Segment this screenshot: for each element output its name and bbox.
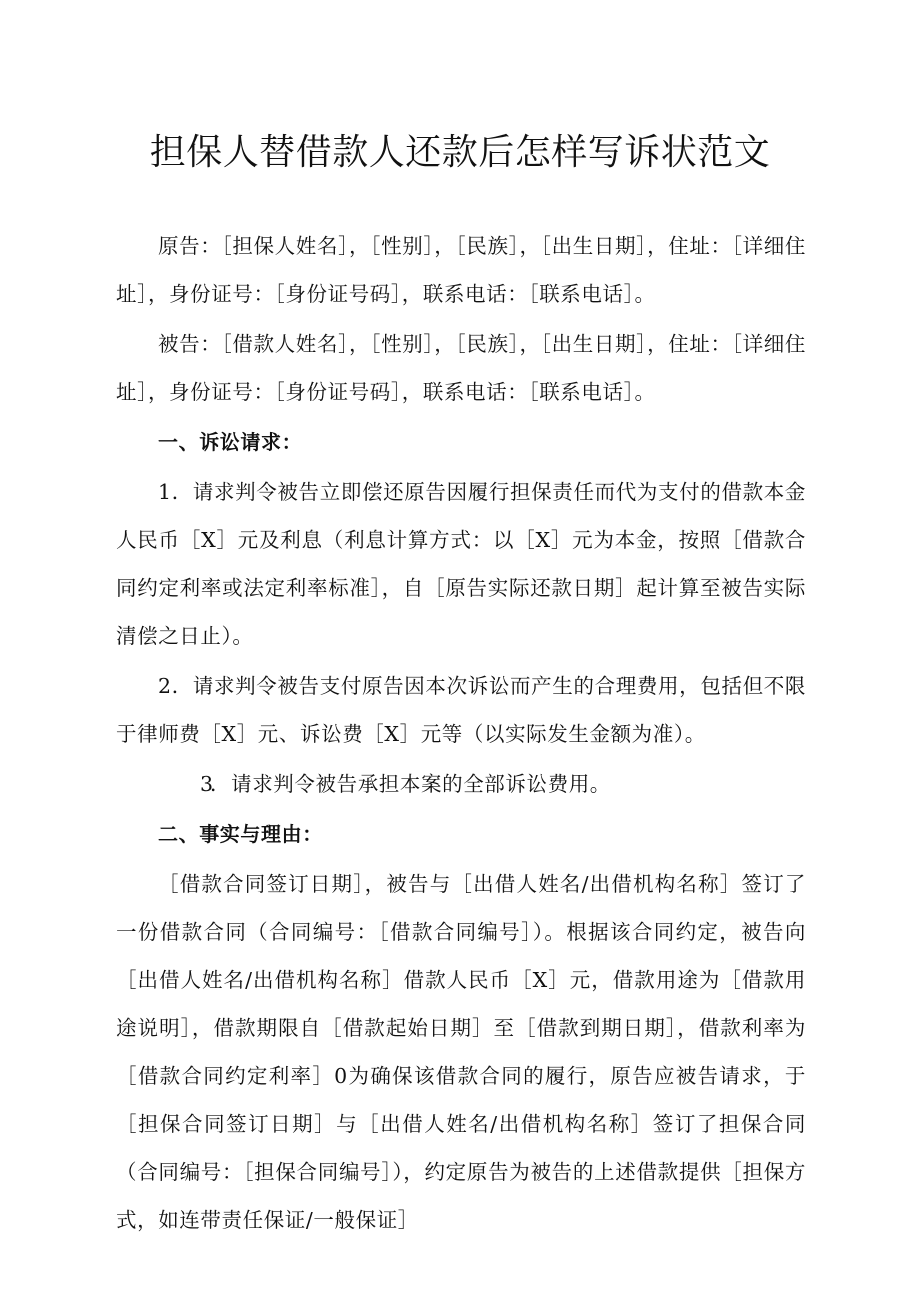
facts-paragraph: ［借款合同签订日期］，被告与［出借人姓名/出借机构名称］签订了一份借款合同（合同编号：［借款合同编号］）。根据该合同约定，被告向［出借人姓名/出借机构名称］借款人民币［X］元，借款用途为［借款用途说明］，借款期限自［借款起始日期］至［借款到期日期］，借款利率为［借款合同约定利率］0为确保该借款合同的履行，原告应被告请求，于［担保合同签订日期］与［出借人姓名/出借机构名称］签订了担保合同（合同编号：［担保合同编号］），约定原告为被告的上述借款提供［担保方式，如连带责任保证/一般保证］ [116, 872, 806, 1232]
claim-item-1: 1．请求判令被告立即偿还原告因履行担保责任而代为支付的借款本金人民币［X］元及利息（利息计算方式：以［X］元为本金，按照［借款合同约定利率或法定利率标准］，自［原告实际还款日期］起计算至被告实际清偿之日止）。 [116, 480, 806, 648]
defendant-paragraph: 被告：［借款人姓名］，［性别］，［民族］，［出生日期］，住址：［详细住址］，身份证号：［身份证号码］，联系电话：［联系电话］。 [116, 332, 806, 404]
document-title: 担保人替借款人还款后怎样写诉状范文 [149, 132, 771, 173]
claim-item-3-number: 3 [200, 772, 214, 796]
claim-item-2: 2．请求判令被告支付原告因本次诉讼而产生的合理费用，包括但不限于律师费［X］元、诉讼费［X］元等（以实际发生金额为准）。 [116, 674, 806, 746]
section-heading-facts: 二、事实与理由： [158, 822, 323, 846]
document-body [116, 222, 806, 1244]
section-heading-claims: 一、诉讼请求： [158, 430, 303, 454]
claim-item-3-text: ．请求判令被告承担本案的全部诉讼费用。 [210, 772, 611, 796]
plaintiff-paragraph: 原告：［担保人姓名］，［性别］，［民族］，［出生日期］，住址：［详细住址］，身份证号：［身份证号码］，联系电话：［联系电话］。 [116, 234, 806, 306]
claim-item-3 [116, 760, 806, 808]
